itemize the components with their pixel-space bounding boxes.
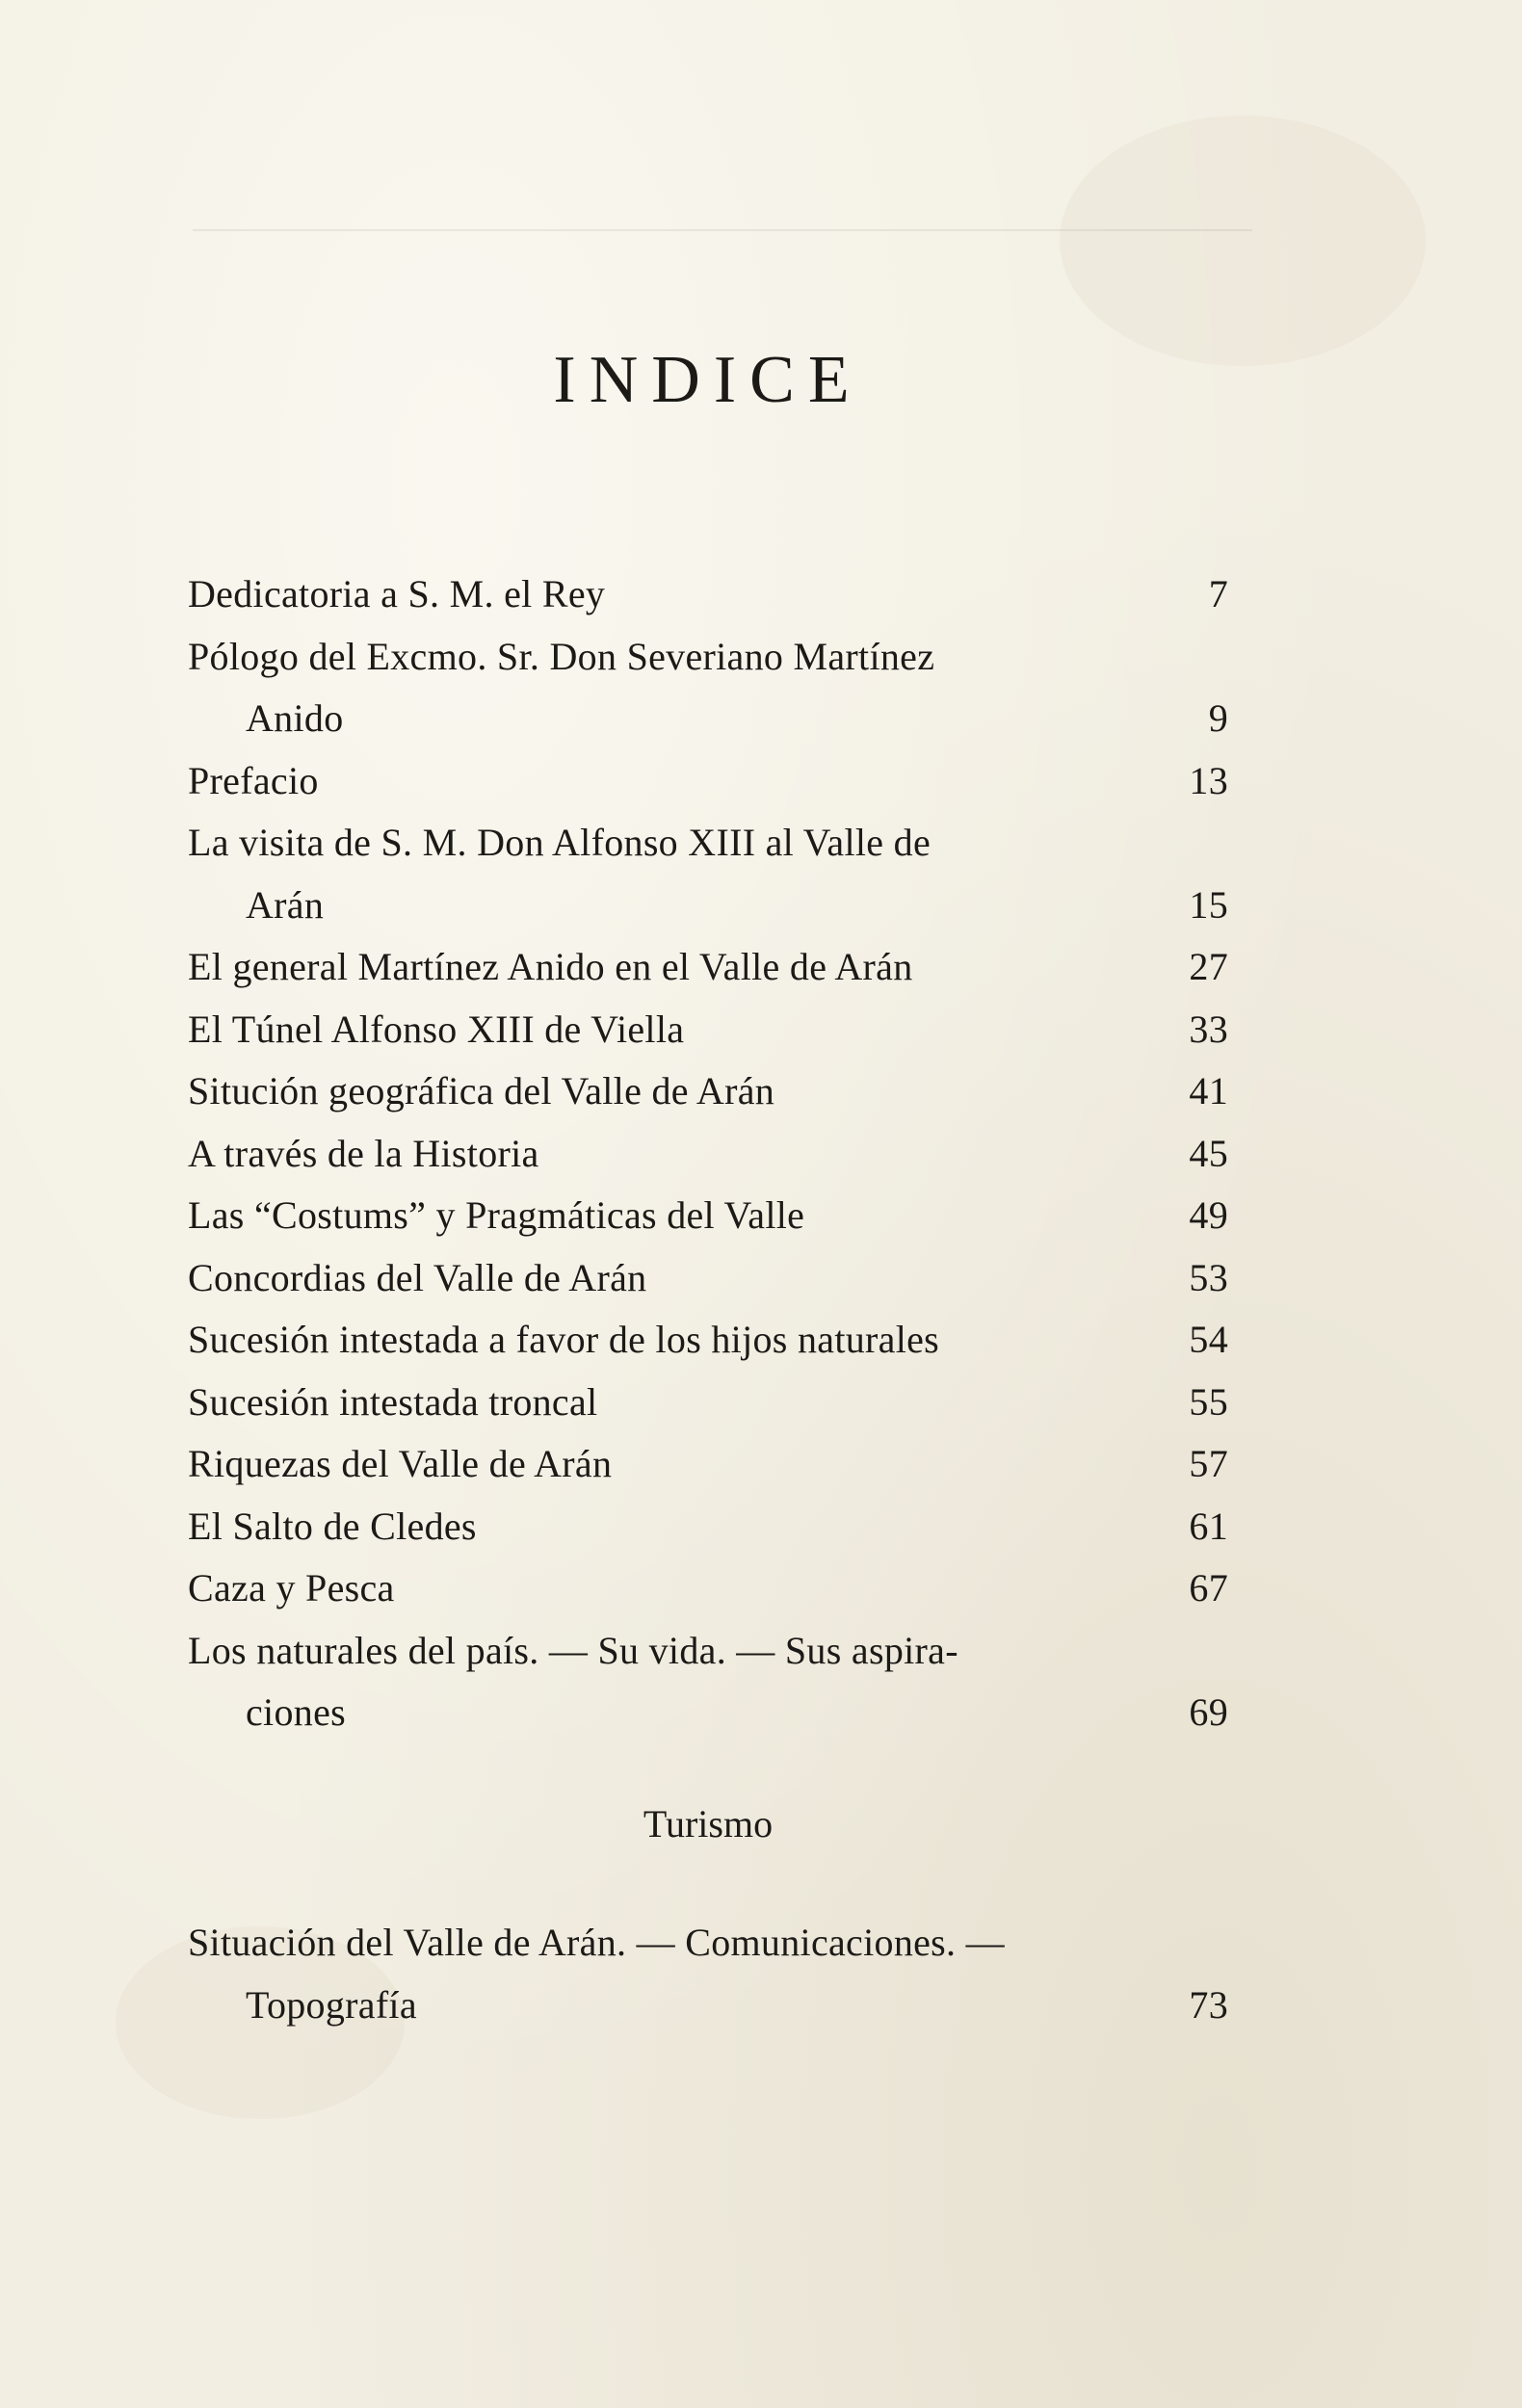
- toc-entry-page: 9: [1208, 696, 1228, 740]
- toc-entry-page: 41: [1189, 1069, 1228, 1112]
- toc-entry-title: Dedicatoria a S. M. el Rey: [188, 572, 606, 615]
- toc-entry-title: A través de la Historia: [188, 1131, 539, 1175]
- toc-entry-title: Sucesión intestada troncal: [188, 1379, 598, 1424]
- toc-entry[interactable]: [188, 626, 1228, 750]
- toc-entry[interactable]: [188, 1060, 1228, 1123]
- toc-entry-page: 45: [1189, 1131, 1228, 1175]
- toc-entry-title-continuation: ciones: [246, 1690, 346, 1734]
- paper-stain: [1060, 116, 1426, 366]
- toc-entry-title: Concordias del Valle de Arán: [188, 1255, 647, 1299]
- toc-entry[interactable]: [188, 1496, 1228, 1558]
- toc-entry-page: 73: [1189, 1982, 1228, 2027]
- toc-entry[interactable]: [188, 1433, 1228, 1496]
- toc-entry-title: El Túnel Alfonso XIII de Viella: [188, 1007, 685, 1051]
- table-of-contents: [188, 563, 1228, 1744]
- toc-entry-page: 57: [1189, 1442, 1228, 1485]
- toc-entry[interactable]: [188, 1123, 1228, 1186]
- toc-entry[interactable]: [188, 1372, 1228, 1434]
- toc-entry-page: 7: [1208, 572, 1228, 615]
- toc-entry[interactable]: [188, 936, 1228, 999]
- toc-entry-title: Caza y Pesca: [188, 1566, 395, 1610]
- show-through-header-rule: [193, 229, 1252, 233]
- index-title: INDICE: [553, 343, 863, 417]
- toc-entry-page: 53: [1189, 1255, 1228, 1299]
- toc-entry-title-continuation: Arán: [246, 882, 325, 927]
- toc-entry-page: 15: [1189, 882, 1228, 927]
- toc-entry[interactable]: [188, 750, 1228, 813]
- toc-entry-page: 27: [1189, 945, 1228, 988]
- toc-entry[interactable]: [188, 999, 1228, 1061]
- toc-entry-page: 69: [1189, 1690, 1228, 1734]
- table-of-contents-turismo: [188, 1912, 1228, 2036]
- toc-entry-title: Los naturales del país. — Su vida. — Sus aspira-: [188, 1628, 958, 1672]
- toc-entry-title: El general Martínez Anido en el Valle de Arán: [188, 945, 913, 988]
- toc-entry[interactable]: [188, 1912, 1228, 2036]
- toc-entry-page: 33: [1189, 1007, 1228, 1051]
- toc-entry[interactable]: [188, 1309, 1228, 1372]
- toc-entry[interactable]: [188, 1185, 1228, 1247]
- toc-entry-page: 13: [1189, 758, 1228, 802]
- toc-entry-title: La visita de S. M. Don Alfonso XIII al Valle de: [188, 821, 932, 864]
- toc-entry[interactable]: [188, 563, 1228, 626]
- toc-entry-title: Pólogo del Excmo. Sr. Don Severiano Martínez: [188, 634, 935, 678]
- toc-entry-page: 54: [1189, 1318, 1228, 1361]
- toc-entry-page: 67: [1189, 1566, 1228, 1610]
- toc-entry-title-continuation: Anido: [246, 696, 344, 740]
- toc-entry[interactable]: [188, 1557, 1228, 1620]
- toc-entry-title: Prefacio: [188, 758, 319, 802]
- toc-entry-title: Situación del Valle de Arán. — Comunicaciones. —: [188, 1921, 1005, 1964]
- toc-entry-title: Sucesión intestada a favor de los hijos naturales: [188, 1318, 940, 1361]
- toc-entry-title: Situción geográfica del Valle de Arán: [188, 1069, 775, 1112]
- toc-entry-page: 55: [1189, 1379, 1228, 1424]
- toc-entry[interactable]: [188, 1620, 1228, 1744]
- toc-entry-page: 61: [1189, 1504, 1228, 1548]
- toc-entry[interactable]: [188, 1247, 1228, 1310]
- toc-entry-title: El Salto de Cledes: [188, 1504, 477, 1548]
- toc-entry-title: Las “Costums” y Pragmáticas del Valle: [188, 1193, 805, 1237]
- toc-entry-page: 49: [1189, 1193, 1228, 1237]
- section-heading-turismo: Turismo: [643, 1802, 774, 1845]
- toc-entry-title: Riquezas del Valle de Arán: [188, 1442, 613, 1485]
- toc-entry-title-continuation: Topografía: [246, 1982, 417, 2027]
- toc-entry[interactable]: [188, 812, 1228, 936]
